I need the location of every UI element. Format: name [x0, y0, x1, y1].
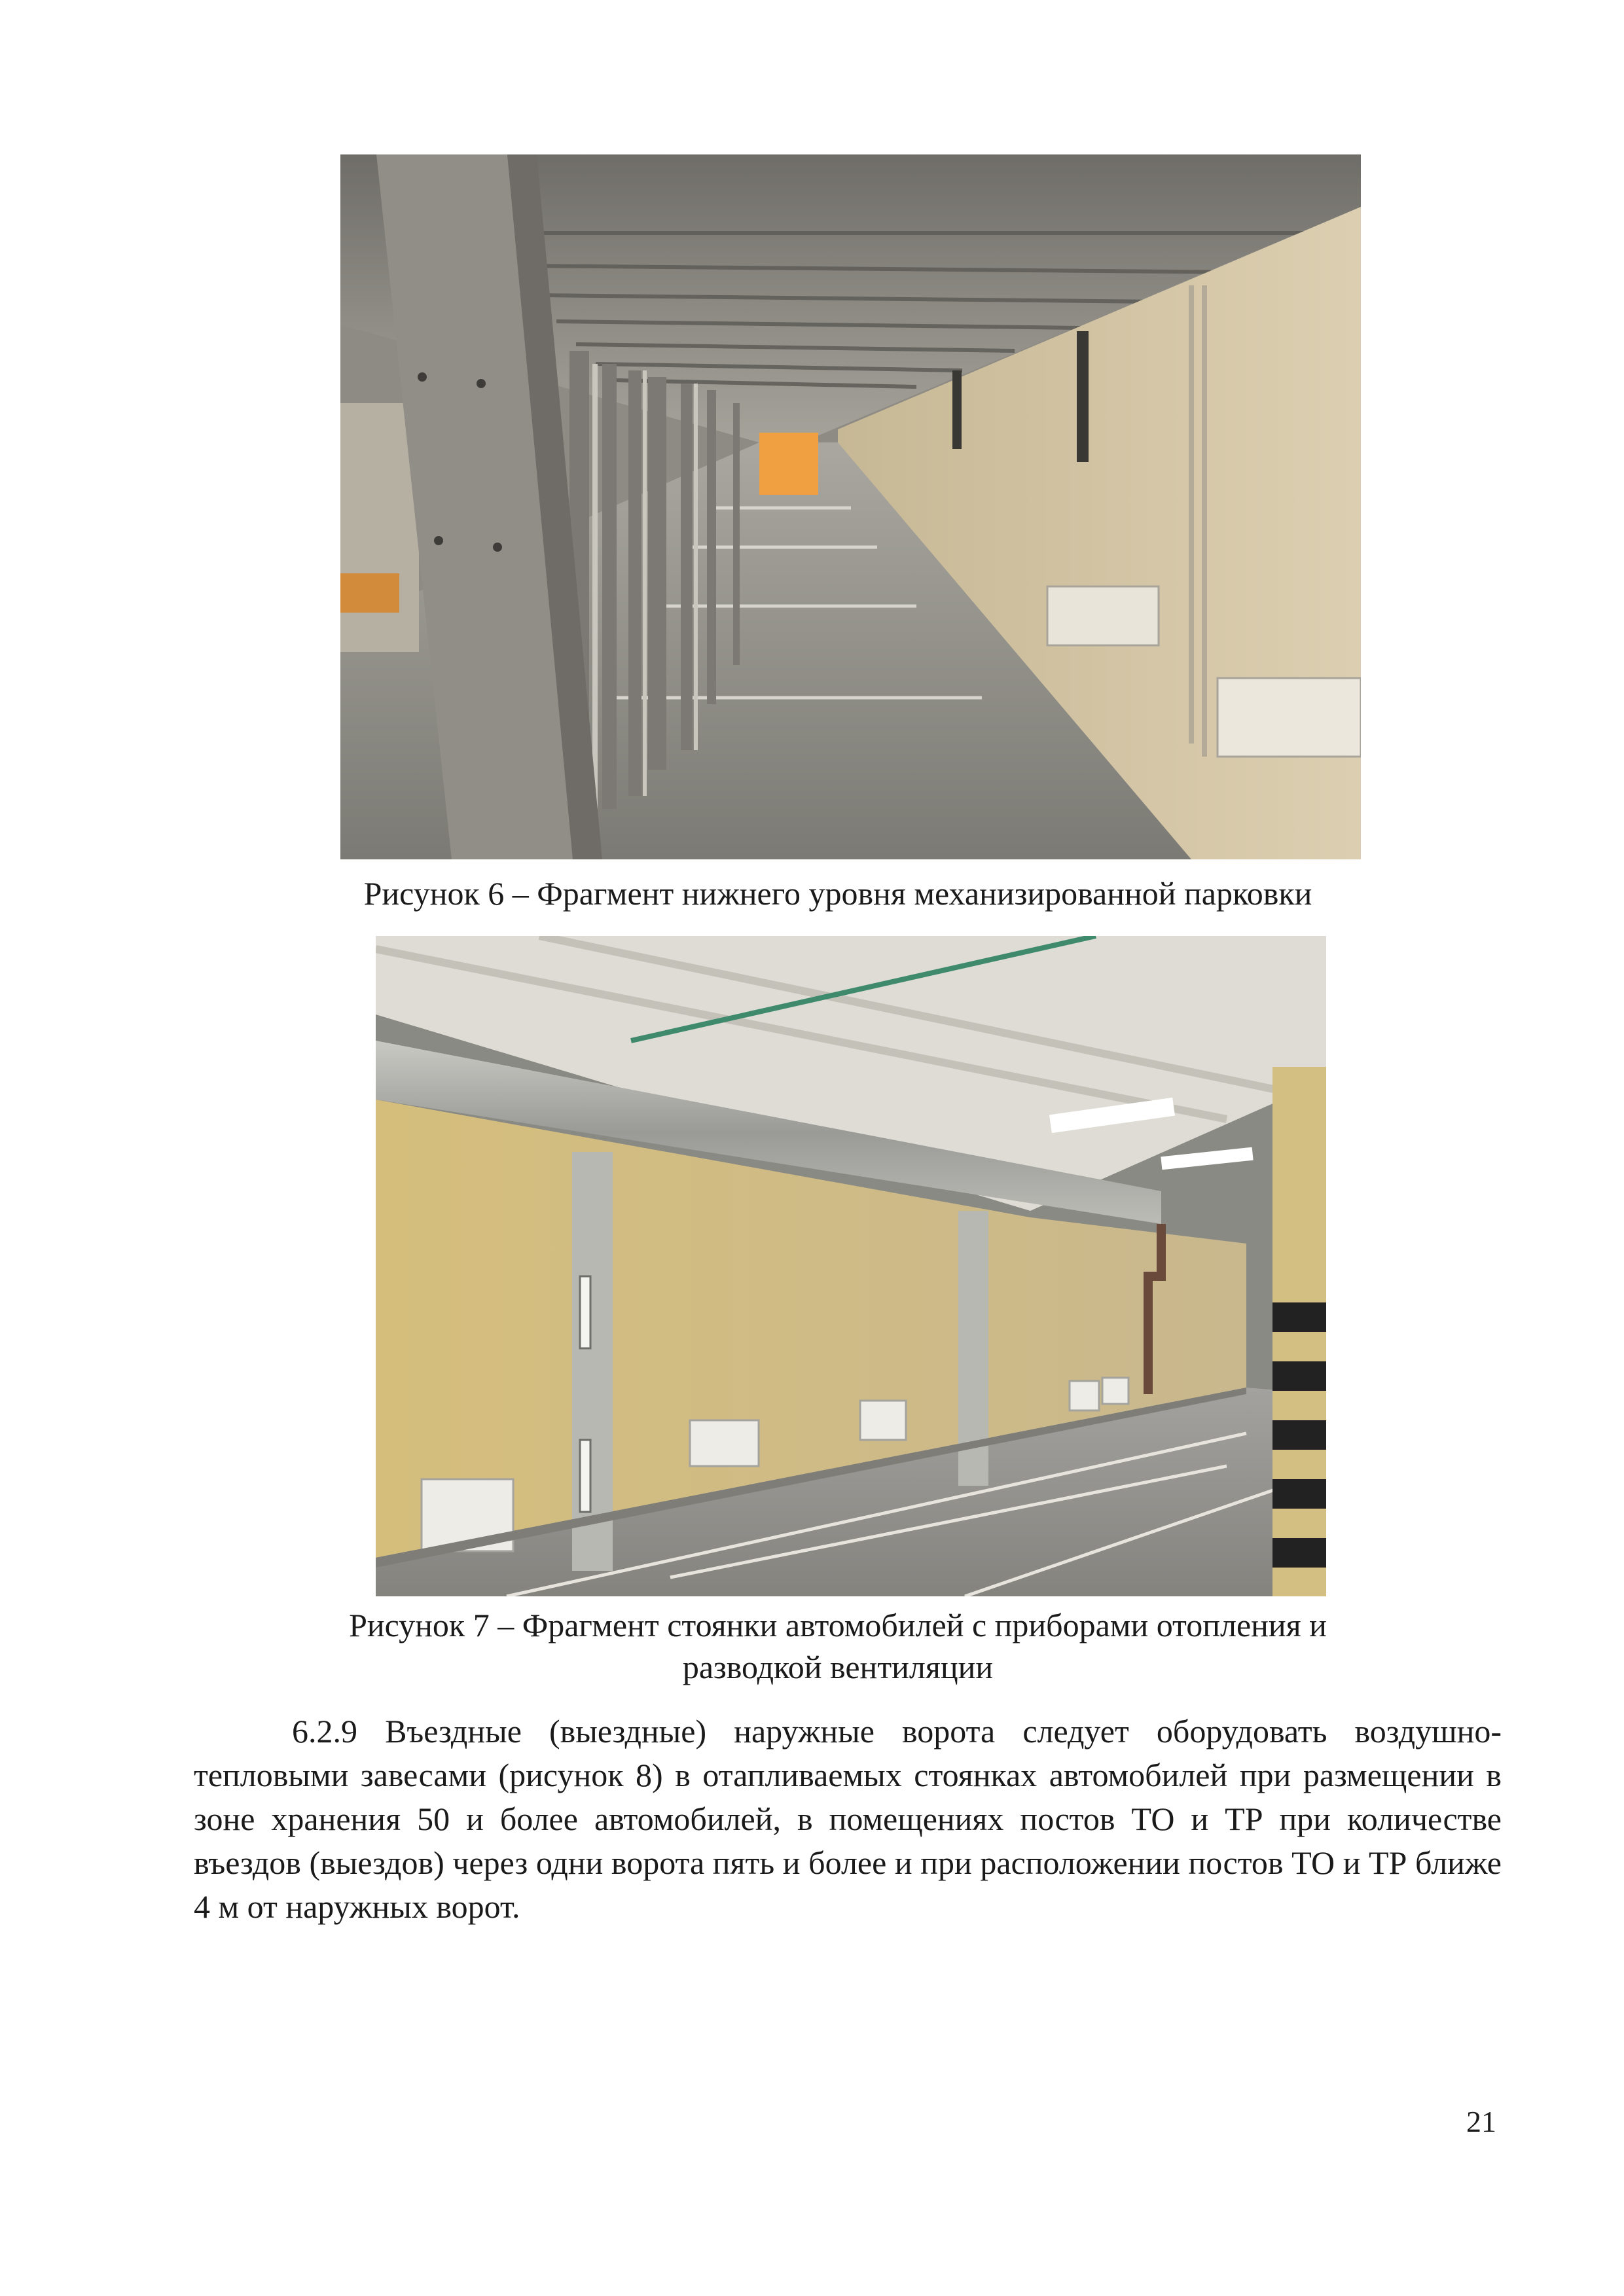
figure-6-photo — [340, 154, 1361, 859]
paragraph-6-2-9: 6.2.9 Въездные (выездные) наружные ворота следует оборудовать воздушно-тепловыми завесами (рисунок 8) в отапливаемых стоянках автомобилей при размещении в зоне хранения 50 и более автомобилей, в помещениях постов ТО и ТР при количестве въездов (выездов) через одни ворота пять и более и при расположении постов ТО и ТР ближе 4 м от наружных ворот. — [194, 1713, 1502, 1925]
figure-6-caption: Рисунок 6 – Фрагмент нижнего уровня механизированной парковки — [363, 875, 1312, 912]
page-number: 21 — [1466, 2105, 1496, 2138]
figure-7-caption-line-2: разводкой вентиляции — [682, 1649, 994, 1685]
parking-lower-level-image — [340, 154, 1361, 859]
figure-7-photo — [376, 936, 1326, 1596]
figure-7-caption-line-1: Рисунок 7 – Фрагмент стоянки автомобилей с приборами отопления и — [349, 1607, 1327, 1643]
figure-7-caption — [196, 1604, 1479, 1688]
parking-heating-ventilation-image — [376, 936, 1326, 1596]
